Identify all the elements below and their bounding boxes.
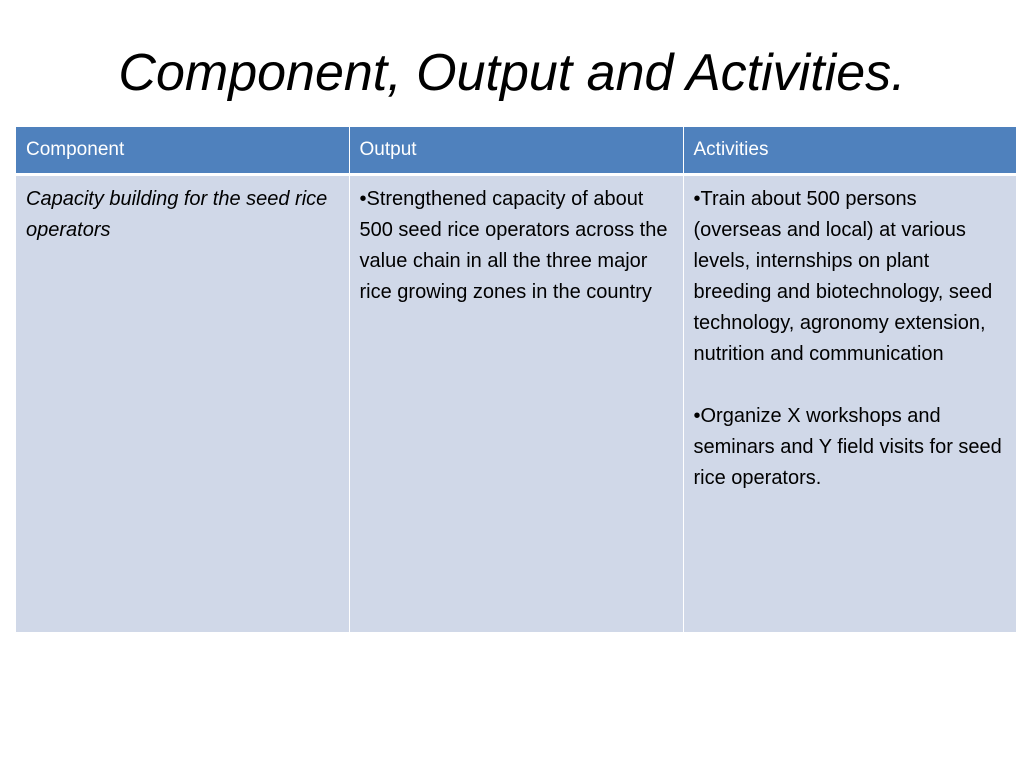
content-table (16, 127, 1016, 632)
header-output: Output (349, 127, 683, 175)
activity-item-2: •Organize X workshops and seminars and Y field visits for seed rice operators. (693, 405, 1002, 489)
table-row (16, 175, 1016, 633)
cell-activities (683, 175, 1016, 633)
header-activities: Activities (683, 127, 1016, 175)
activity-item-1: •Train about 500 persons (overseas and local) at various levels, internships on plant breeding and biotechnology, seed technology, agronomy extension, nutrition and communication (693, 188, 993, 365)
header-component: Component (16, 127, 349, 175)
slide-title: Component, Output and Activities. (118, 44, 906, 102)
cell-output: •Strengthened capacity of about 500 seed rice operators across the value chain in all the three major rice growing zones in the country (349, 175, 683, 633)
table-header-row (16, 127, 1016, 175)
cell-component: Capacity building for the seed rice operators (16, 175, 349, 633)
